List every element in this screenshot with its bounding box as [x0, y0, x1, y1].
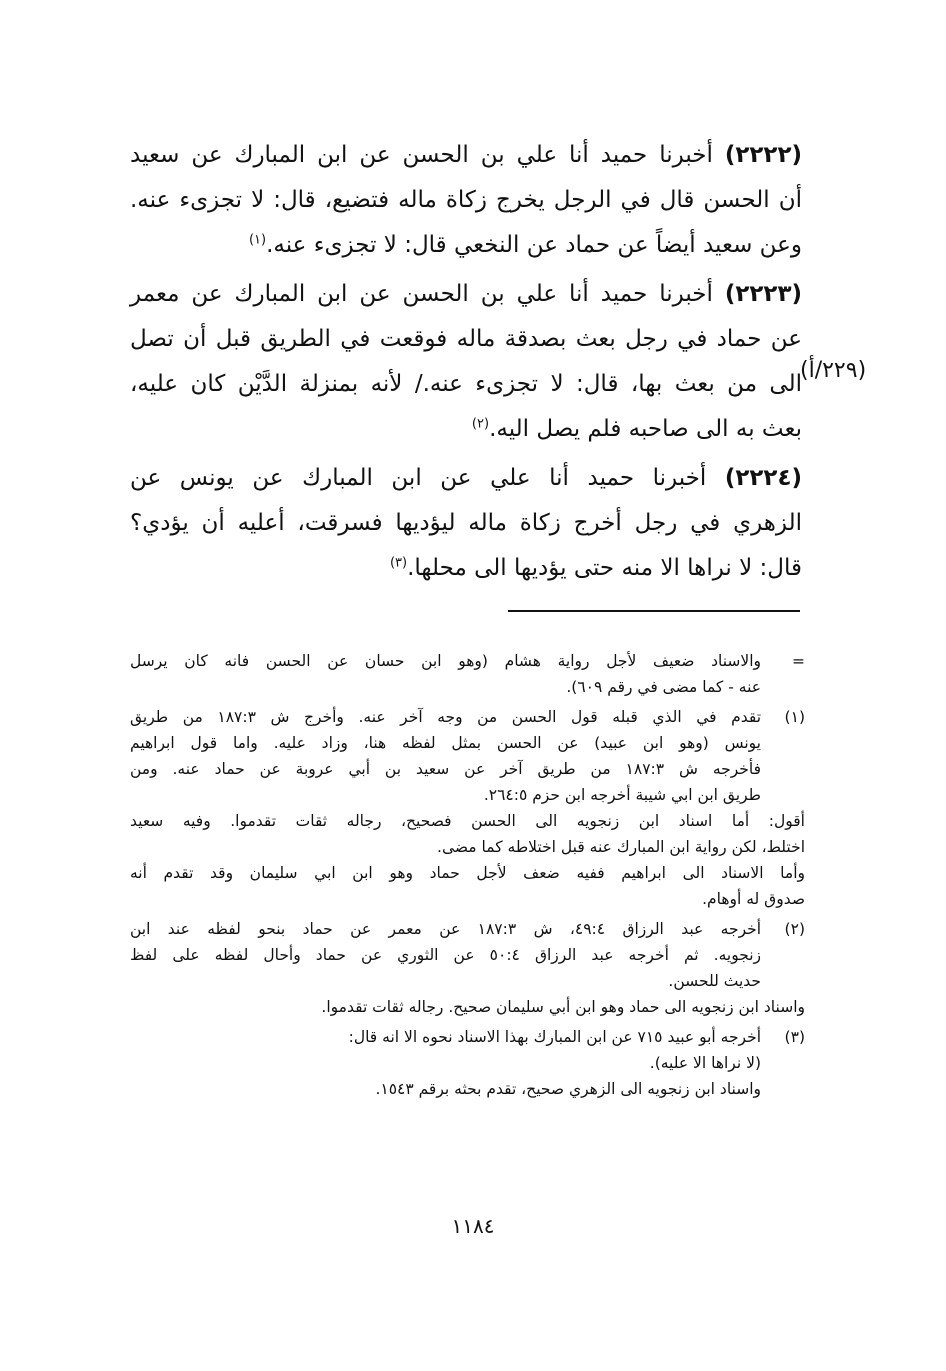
- footnote-ref: (٣): [389, 555, 408, 571]
- footnote-line: طريق ابن ابي شيبة أخرجه ابن حزم ٢٦٤:٥.: [483, 786, 761, 804]
- footnote-1-continuation: [130, 808, 805, 912]
- footnote-2-continuation: [130, 994, 805, 1020]
- footnote-mark: (١): [784, 708, 805, 726]
- hadith-number: (٢٢٢٣): [724, 281, 802, 307]
- hadith-line: بعث به الى صاحبه فلم يصل اليه.$^{(٢)}$: [471, 416, 802, 442]
- hadith-line: قال: لا نراها الا منه حتى يؤديها الى محلها.$^{(٣)}$: [389, 555, 802, 581]
- hadith-line: أن الحسن قال في الرجل يخرج زكاة ماله فتضيع، قال: لا تجزىء عنه.: [130, 187, 802, 213]
- footnote-line: أقول: أما اسناد ابن زنجويه الى الحسن فصحيح، رجاله ثقات تقدموا. وفيه سعيد: [130, 812, 805, 830]
- footnote-line: اختلط، لكن رواية ابن المبارك عنه قبل اختلاطه كما مضى.: [437, 838, 805, 856]
- footnote-3: [130, 1024, 805, 1102]
- footnote-line: يونس (وهو ابن عبيد) عن الحسن بمثل لفظه هنا، وزاد عليه. واما قول ابراهيم: [130, 734, 761, 752]
- hadith-line: الى من بعث بها، قال: لا تجزىء عنه./ لأنه بمنزلة الدَّيْن كان عليه،: [130, 371, 802, 397]
- footnote-line: تقدم في الذي قبله قول الحسن من وجه آخر عنه. وأخرج ش ١٨٧:٣ من طريق: [130, 708, 762, 726]
- footnote-mark: (٣): [784, 1028, 805, 1046]
- footnote-line: أخرجه أبو عبيد ٧١٥ عن ابن المبارك بهذا الاسناد نحوه الا انه قال:: [348, 1028, 761, 1046]
- hadith-2223: [130, 272, 802, 452]
- footnotes: [130, 648, 805, 1102]
- footnote-carryover: [130, 648, 805, 700]
- hadith-line: (٢٢٢٣) أخبرنا حميد أنا علي بن الحسن عن ابن المبارك عن معمر: [130, 281, 802, 307]
- footnote-ref: (١): [248, 232, 267, 248]
- hadith-number: (٢٢٢٤): [724, 465, 802, 491]
- footnote-line: أخرجه عبد الرزاق ٤٩:٤، ش ١٨٧:٣ عن معمر عن حماد بنحو لفظه عند ابن: [130, 920, 762, 938]
- footnote-line: (لا نراها الا عليه).: [649, 1054, 761, 1072]
- hadith-line: الزهري في رجل أخرج زكاة ماله ليؤديها فسرقت، أعليه أن يؤدي؟: [130, 510, 802, 536]
- footnote-mark: =: [792, 652, 805, 670]
- footnote-ref: (٢): [471, 416, 490, 432]
- hadith-line: (٢٢٢٢) أخبرنا حميد أنا علي بن الحسن عن ابن المبارك عن سعيد: [130, 142, 802, 168]
- footnote-line: زنجويه. ثم أخرجه عبد الرزاق ٥٠:٤ عن الثوري عن حماد وأحال لفظه على لفظ: [130, 946, 762, 964]
- footnote-line: عنه - كما مضى في رقم ٦٠٩).: [566, 678, 761, 696]
- hadith-line: (٢٢٢٤) أخبرنا حميد أنا علي عن ابن المبارك عن يونس عن: [130, 465, 802, 491]
- footnote-1: [130, 704, 805, 808]
- footnote-divider: [508, 610, 800, 612]
- footnote-line: واسناد ابن زنجويه الى الزهري صحيح، تقدم بحثه برقم ١٥٤٣.: [375, 1080, 761, 1098]
- footnote-2: [130, 916, 805, 994]
- manuscript-folio-ref: (٢٢٩/أ): [800, 358, 867, 383]
- hadith-line: وعن سعيد أيضاً عن حماد عن النخعي قال: لا تجزىء عنه.$^{(١)}$: [248, 232, 802, 258]
- footnote-line: وأما الاسناد الى ابراهيم ففيه ضعف لأجل حماد وهو ابن ابي سليمان وقد تقدم أنه: [130, 864, 805, 882]
- hadith-2224: [130, 456, 802, 591]
- footnote-line: واسناد ابن زنجويه الى حماد وهو ابن أبي سليمان صحيح. رجاله ثقات تقدموا.: [321, 998, 805, 1016]
- footnote-line: والاسناد ضعيف لأجل رواية هشام (وهو ابن حسان عن الحسن فانه كان يرسل: [130, 652, 761, 670]
- footnote-line: فأخرجه ش ١٨٧:٣ من طريق آخر عن سعيد بن أبي عروبة عن حماد عنه. ومن: [130, 760, 761, 778]
- hadith-number: (٢٢٢٢): [724, 142, 802, 168]
- footnote-line: صدوق له أوهام.: [702, 890, 805, 908]
- footnote-line: حديث للحسن.: [668, 972, 761, 990]
- hadith-line: عن حماد في رجل بعث بصدقة ماله فوقعت في الطريق قبل أن تصل: [130, 326, 802, 352]
- hadith-2222: [130, 133, 802, 268]
- footnote-mark: (٢): [784, 920, 805, 938]
- page-number: ١١٨٤: [451, 1214, 495, 1238]
